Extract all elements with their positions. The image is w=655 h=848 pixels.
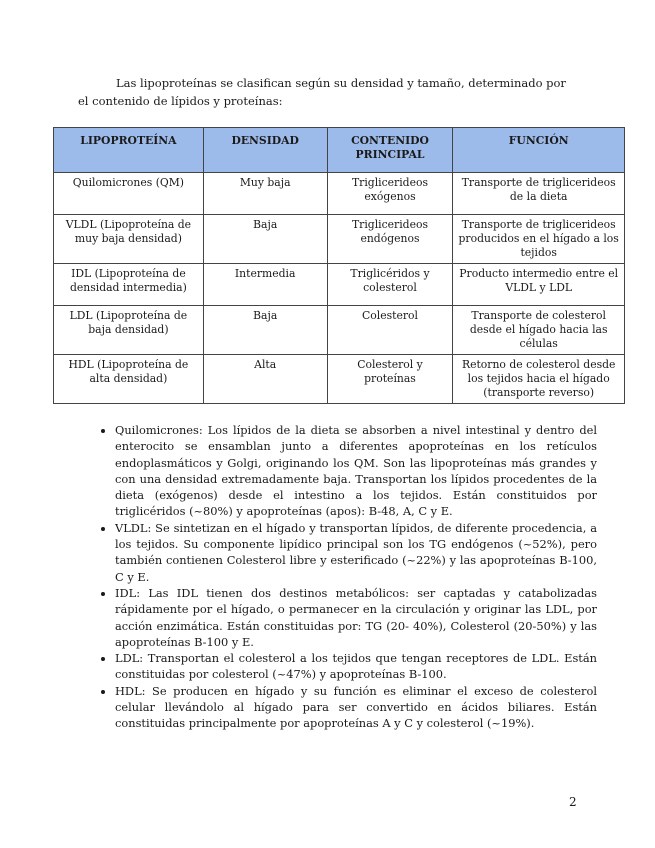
cell-lipoproteina: HDL (Lipoproteína de alta densidad): [54, 355, 204, 404]
lipoprotein-table: [53, 127, 625, 404]
cell-funcion: Producto intermedio entre el VLDL y LDL: [453, 264, 625, 306]
cell-densidad: Intermedia: [203, 264, 327, 306]
cell-funcion: Transporte de triglicerideos producidos en el hígado a los tejidos: [453, 215, 625, 264]
cell-densidad: Baja: [203, 215, 327, 264]
cell-lipoproteina: Quilomicrones (QM): [54, 173, 204, 215]
table-row: [54, 215, 625, 264]
note-ldl: • LDL: Transportan el colesterol a los tejidos que tengan receptores de LDL. Están constituidas por colesterol (~47%) y apoproteínas B-100.: [115, 650, 597, 683]
note-quilomicrones: • Quilomicrones: Los lípidos de la dieta se absorben a nivel intestinal y dentro del enterocito se ensamblan junto a diferentes apoproteínas en los retículos endoplasmáticos y Golgi, originando los QM. Son las lipoproteínas más grandes y con una densidad extremadamente baja. Transportan los lípidos procedentes de la dieta (exógenos) desde el intestino a los tejidos. Están constituidos por triglicéridos (~80%) y apoproteínas (apos): B-48, A, C y E.: [115, 422, 597, 520]
cell-funcion: Retorno de colesterol desde los tejidos hacia el hígado (transporte reverso): [453, 355, 625, 404]
cell-lipoproteina: IDL (Lipoproteína de densidad intermedia): [54, 264, 204, 306]
cell-densidad: Baja: [203, 306, 327, 355]
header-densidad: DENSIDAD: [203, 128, 327, 173]
cell-contenido: Triglicéridos y colesterol: [327, 264, 453, 306]
cell-densidad: Muy baja: [203, 173, 327, 215]
page-number: 2: [569, 795, 577, 809]
header-contenido: CONTENIDO PRINCIPAL: [327, 128, 453, 173]
header-funcion: FUNCIÓN: [453, 128, 625, 173]
cell-funcion: Transporte de colesterol desde el hígado hacia las células: [453, 306, 625, 355]
header-lipoproteina: LIPOPROTEÍNA: [54, 128, 204, 173]
note-idl: • IDL: Las IDL tienen dos destinos metabólicos: ser captadas y catabolizadas rápidamente por el hígado, o permanecer en la circulación y originar las LDL, por acción enzimática. Están constituidas por: TG (20- 40%), Colesterol (20-50%) y las apoproteínas B-100 y E.: [115, 585, 597, 650]
lipoprotein-notes-list: [96, 422, 597, 732]
cell-contenido: Colesterol y proteínas: [327, 355, 453, 404]
note-vldl: • VLDL: Se sintetizan en el hígado y transportan lípidos, de diferente procedencia, a los tejidos. Su componente lipídico principal son los TG endógenos (~52%), pero también contienen Colesterol libre y esterificado (~22%) y las apoproteínas B-100, C y E.: [115, 520, 597, 585]
cell-contenido: Colesterol: [327, 306, 453, 355]
table-row: [54, 306, 625, 355]
table-row: [54, 173, 625, 215]
table-row: [54, 264, 625, 306]
table-header-row: [54, 128, 625, 173]
cell-densidad: Alta: [203, 355, 327, 404]
table-row: [54, 355, 625, 404]
cell-contenido: Triglicerideos endógenos: [327, 215, 453, 264]
cell-lipoproteina: LDL (Lipoproteína de baja densidad): [54, 306, 204, 355]
intro-paragraph: Las lipoproteínas se clasifican según su densidad y tamaño, determinado por el contenido de lípidos y proteínas:: [78, 76, 566, 108]
cell-contenido: Triglicerideos exógenos: [327, 173, 453, 215]
cell-funcion: Transporte de triglicerideos de la dieta: [453, 173, 625, 215]
note-hdl: • HDL: Se producen en hígado y su función es eliminar el exceso de colesterol celular llevándolo al hígado para ser convertido en ácidos biliares. Están constituidas principalmente por apoproteínas A y C y colesterol (~19%).: [115, 683, 597, 732]
cell-lipoproteina: VLDL (Lipoproteína de muy baja densidad): [54, 215, 204, 264]
